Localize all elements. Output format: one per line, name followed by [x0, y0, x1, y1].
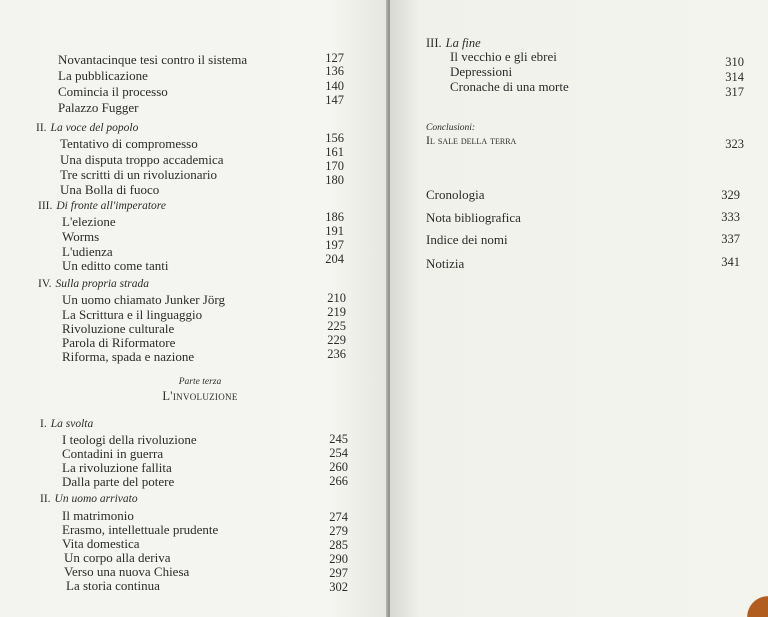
- toc-entry-title: Un editto come tanti: [62, 258, 169, 273]
- chapter-heading: III. Di fronte all'imperatore: [38, 200, 166, 212]
- toc-entry-page: 225: [327, 319, 346, 333]
- toc-entry-page: 236: [327, 347, 346, 361]
- toc-entry-title: I teologi della rivoluzione: [62, 432, 197, 447]
- toc-entry-page: 180: [325, 173, 344, 187]
- toc-entry-title: Riforma, spada e nazione: [62, 349, 195, 364]
- toc-entry-title: Un uomo chiamato Junker Jörg: [62, 292, 225, 307]
- toc-entry-title: Una Bolla di fuoco: [60, 182, 160, 197]
- page-corner: [746, 591, 768, 617]
- toc-entry-page: 310: [725, 55, 744, 69]
- toc-entry-page: 147: [325, 93, 344, 107]
- part-title: L'involuzione: [162, 389, 238, 403]
- back-matter-page: 337: [721, 232, 740, 246]
- toc-entry-page: 191: [325, 224, 344, 238]
- toc-entry-title: Worms: [62, 229, 100, 244]
- toc-entry-title: Contadini in guerra: [62, 446, 164, 461]
- toc-entry-title: Verso una nuova Chiesa: [64, 564, 190, 579]
- toc-entry-title: La Scrittura e il linguaggio: [62, 307, 203, 322]
- toc-entry-title: La rivoluzione fallita: [62, 460, 172, 475]
- conclusions-title: Il sale della terra: [426, 133, 517, 147]
- back-matter-page: 333: [721, 210, 740, 224]
- toc-entry-title: Il vecchio e gli ebrei: [450, 49, 557, 64]
- toc-entry-title: Tentativo di compromesso: [60, 136, 198, 151]
- toc-entry-title: Vita domestica: [62, 536, 140, 551]
- toc-entry-page: 186: [325, 210, 344, 224]
- toc-entry-page: 210: [327, 291, 346, 305]
- right-page: [390, 0, 768, 617]
- conclusions-label: Conclusioni:: [426, 123, 476, 133]
- toc-entry-page: 156: [325, 131, 344, 145]
- toc-entry-title: Una disputa troppo accademica: [60, 152, 224, 167]
- toc-entry-page: 266: [329, 474, 348, 488]
- toc-entry-page: 279: [329, 524, 348, 538]
- toc-entry-title: Il matrimonio: [62, 508, 134, 523]
- toc-entry-title: Cronache di una morte: [450, 79, 569, 94]
- toc-entry-page: 204: [325, 252, 344, 266]
- toc-entry-page: 161: [325, 145, 344, 159]
- toc-entry-page: 285: [329, 538, 348, 552]
- part-label: Parte terza: [178, 377, 222, 387]
- toc-entry-title: Tre scritti di un rivoluzionario: [60, 167, 217, 182]
- toc-entry-page: 170: [325, 159, 344, 173]
- toc-entry-title: Parola di Riformatore: [62, 335, 176, 350]
- toc-entry-title: Depressioni: [450, 64, 513, 79]
- toc-entry-page: 323: [725, 137, 744, 151]
- toc-entry-page: 260: [329, 460, 348, 474]
- back-matter-page: 329: [721, 188, 740, 202]
- toc-entry-title: Comincia il processo: [58, 84, 168, 99]
- back-matter-title: Notizia: [426, 256, 465, 271]
- toc-entry-title: Un corpo alla deriva: [64, 550, 171, 565]
- toc-entry-title: La storia continua: [66, 578, 160, 593]
- chapter-heading: III. La fine: [426, 36, 481, 50]
- toc-entry-title: L'elezione: [62, 214, 116, 229]
- toc-entry-page: 229: [327, 333, 346, 347]
- toc-entry-page: 136: [325, 64, 344, 78]
- toc-entry-title: Palazzo Fugger: [58, 100, 139, 115]
- toc-entry-page: 197: [325, 238, 344, 252]
- toc-entry-page: 297: [329, 566, 348, 580]
- toc-entry-page: 254: [329, 446, 348, 460]
- toc-entry-title: La pubblicazione: [58, 68, 148, 83]
- toc-entry-page: 219: [327, 305, 346, 319]
- toc-entry-title: L'udienza: [62, 244, 113, 259]
- back-matter-page: 341: [721, 255, 740, 269]
- back-matter-title: Nota bibliografica: [426, 210, 521, 225]
- toc-entry-page: 314: [725, 70, 744, 84]
- toc-entry-page: 317: [725, 85, 744, 99]
- back-matter-title: Cronologia: [426, 187, 485, 202]
- toc-entry-page: 290: [329, 552, 348, 566]
- chapter-heading: II. Un uomo arrivato: [40, 493, 138, 505]
- toc-entry-title: Rivoluzione culturale: [62, 321, 175, 336]
- toc-entry-page: 274: [329, 510, 348, 524]
- chapter-heading: I. La svolta: [40, 418, 94, 430]
- chapter-heading: IV. Sulla propria strada: [38, 278, 150, 290]
- chapter-heading: II. La voce del popolo: [36, 122, 139, 134]
- toc-entry-page: 140: [325, 79, 344, 93]
- toc-entry-title: Novantacinque tesi contro il sistema: [58, 52, 248, 67]
- toc-entry-page: 245: [329, 432, 348, 446]
- back-matter-title: Indice dei nomi: [426, 232, 508, 247]
- toc-entry-title: Erasmo, intellettuale prudente: [62, 522, 219, 537]
- toc-entry-page: 127: [325, 51, 344, 65]
- toc-entry-title: Dalla parte del potere: [62, 474, 175, 489]
- toc-entry-page: 302: [329, 580, 348, 594]
